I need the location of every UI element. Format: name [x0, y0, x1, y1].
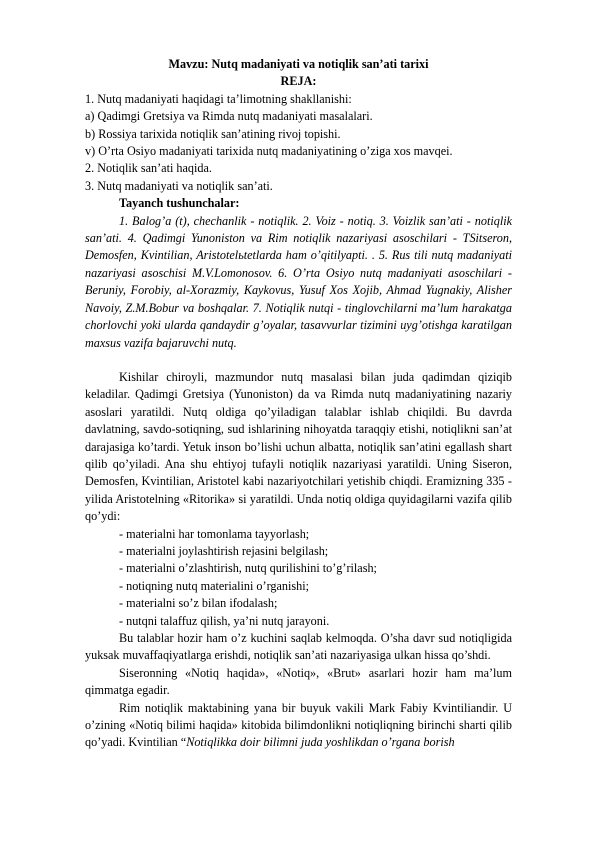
concepts-heading: Tayanch tushunchalar:	[119, 196, 240, 211]
concepts-text: 1. Balog’a (t), chechanlik - notiqlik. 2. Voiz - notiq. 3. Voizlik san’ati - notiqlik san’ati. 4. Qadimgi Yunoniston va Rim notiqlik nazariyasi asoschilari - TSitseron, Demosfen, Kvintilian, Aristotelьtetlarda ham o’qitilyapti. . 5. Rus tili nutq madaniyati nazariyasi asoschisi M.V.Lomonosov. 6. O’rta Osiyo nutq madaniyati asoschilari - Beruniy, Forobiy, al-Xorazmiy, Kaykovus, Yusuf Xos Xojib, Ahmad Yugnakiy, Alisher Navoiy, Z.M.Bobur va boshqalar. 7. Notiqlik nutqi - tinglovchilarni ma’lum harakatga chorlovchi yoki ularda qandaydir g’oyalar, tasavvurlar tizimini uyg’otishga karatilgan maxsus vazifa bajaruvchi nutq.	[85, 213, 512, 350]
task-item: - materialni o’zlashtirish, nutq qurilishini to’g’rilash;	[119, 561, 377, 576]
task-list	[85, 526, 512, 630]
paragraph-4-quote: Notiqlikka doir bilimni juda yoshlikdan o’rgana borish	[186, 735, 455, 750]
plan-item: 2. Notiqlik san’ati haqida.	[85, 161, 212, 176]
task-item: - nutqni talaffuz qilish, ya’ni nutq jarayoni.	[119, 613, 330, 628]
plan-item: a) Qadimgi Gretsiya va Rimda nutq madaniyati masalalari.	[85, 109, 373, 124]
paragraph-4	[85, 700, 512, 752]
task-item: - materialni har tomonlama tayyorlash;	[119, 526, 310, 541]
plan-item: 1. Nutq madaniyati haqidagi ta’limotning shakllanishi:	[85, 91, 352, 106]
document-title: Mavzu: Nutq madaniyati va notiqlik san’ati tarixi	[168, 57, 429, 71]
task-item: - materialni joylashtirish rejasini belgilash;	[119, 543, 329, 558]
spacer	[85, 352, 512, 369]
task-item: - notiqning nutq materialini o’rganishi;	[119, 578, 310, 593]
plan-item: 3. Nutq madaniyati va notiqlik san’ati.	[85, 178, 273, 193]
plan-item: v) O’rta Osiyo madaniyati tarixida nutq madaniyatining o’ziga xos mavqei.	[85, 144, 453, 159]
paragraph-3: Siseronning «Notiq haqida», «Notiq», «Brut» asarlari hozir ham ma’lum qimmatga egadir.	[85, 665, 512, 698]
plan-item: b) Rossiya tarixida notiqlik san’atining rivoj topishi.	[85, 126, 341, 141]
plan-list	[85, 91, 512, 195]
document-page	[85, 56, 512, 752]
task-item: - materialni so’z bilan ifodalash;	[119, 596, 278, 611]
paragraph-2: Bu talablar hozir ham o’z kuchini saqlab kelmoqda. O’sha davr sud notiqligida yuksak muvaffaqiyatlarga erishdi, notiqlik san’ati nazariyasiga ulkan hissa qo’shdi.	[85, 631, 512, 663]
plan-heading: REJA:	[280, 74, 317, 89]
paragraph-4-text: Rim notiqlik maktabining yana bir buyuk vakili Mark Fabiy Kvintiliandir. U o’zining «Notiq bilimi haqida» kitobida bilimdonlikni notiqliqning birinchi sharti qilib qo’yadi. Kvintilian “	[85, 700, 512, 750]
paragraph-1: Kishilar chiroyli, mazmundor nutq masalasi bilan juda qadimdan qiziqib keladilar. Qadimgi Gretsiya (Yunoniston) da va Rimda nutq madaniyatining nazariy asoslari yaratildi. Nutq oldiga qo’yiladigan talablar ishlab chiqildi. Bu davrda davlatning, savdo-sotiqning, sud ishlarining nihoyatda taraqqiy etishi, notiqlikni san’at darajasiga ko’tardi. Yetuk inson bo’lishi uchun albatta, notiqlik san’atini egallash shart qilib qo’yiladi. Ana shu ehtiyoj tufayli notiqlik nazariyasi yaratildi. Uning Siseron, Demosfen, Kvintilian, Aristotel kabi nazariyotchilari yetishib chiqdi. Eramizning 335 -yilida Aristotelning «Ritorika» si yaratildi. Unda notiq oldiga quyidagilarni vazifa qilib qo’ydi:	[85, 369, 512, 524]
